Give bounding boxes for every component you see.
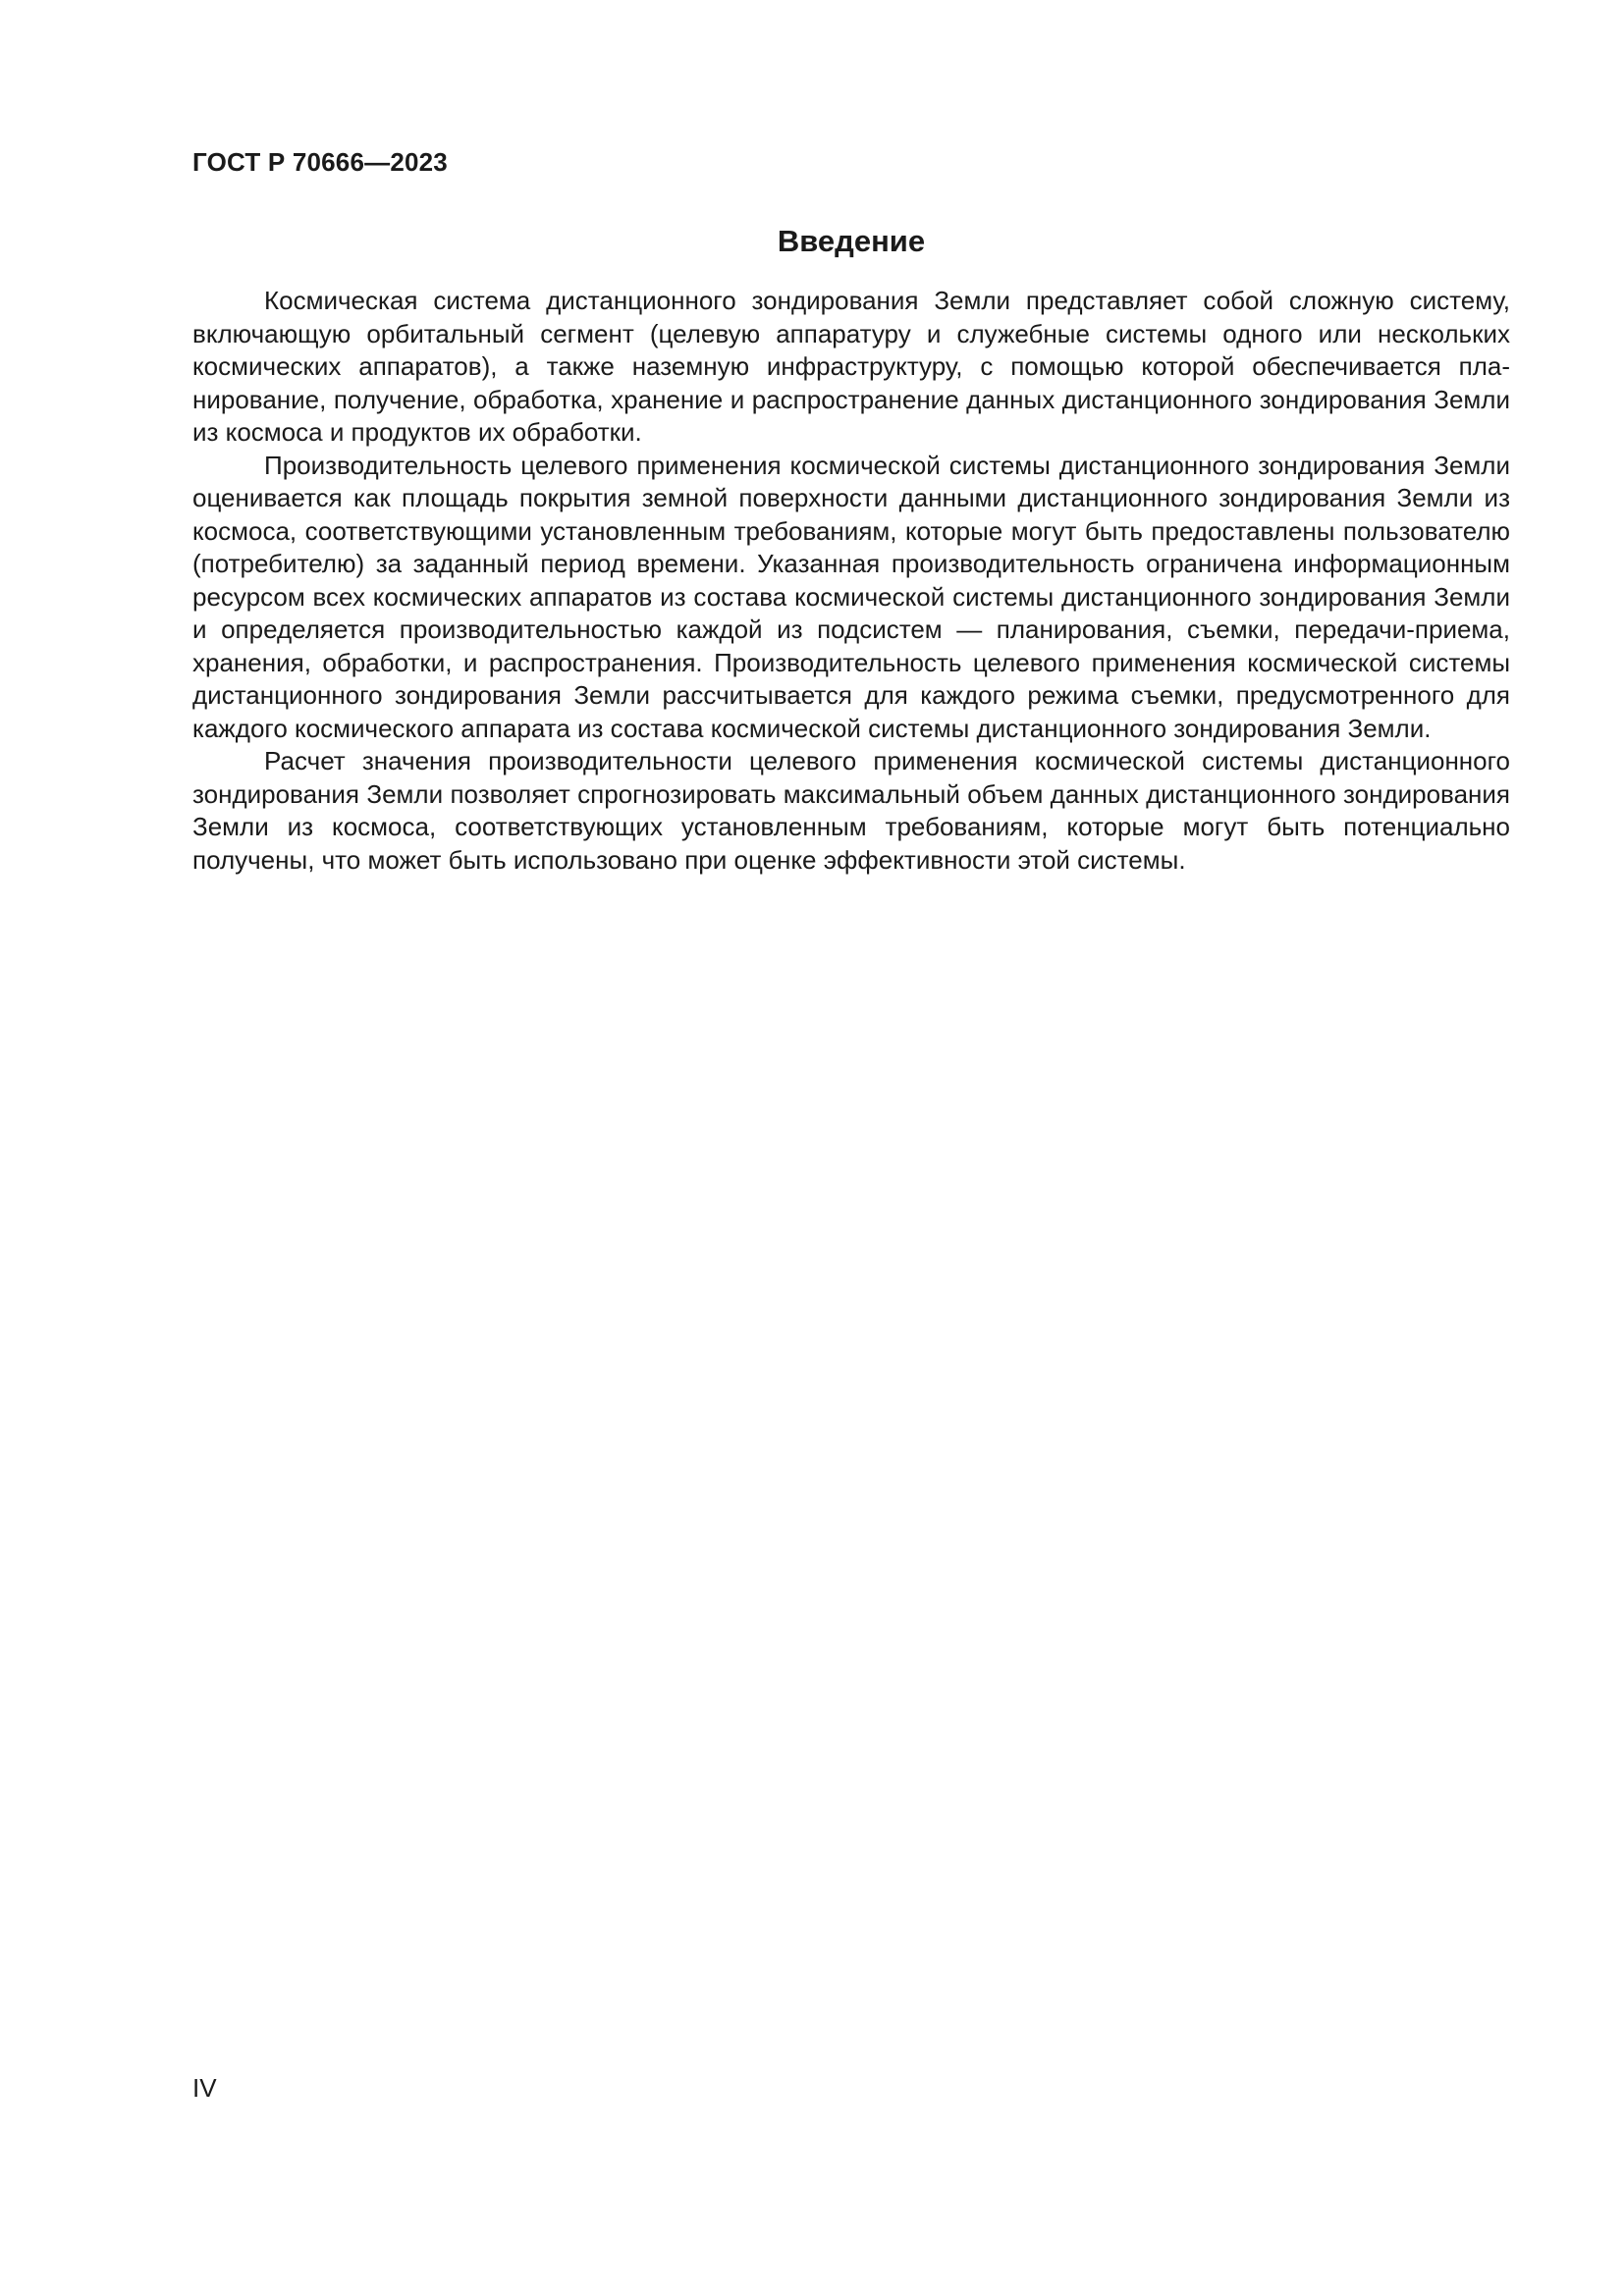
paragraph-2: Производительность целевого применения космической системы дистанционного зондирования Земли оценивается как площадь покрытия земной поверхности данными дистанционного зондирования Земли из космоса, соответствующими установленным требованиям, которые могут быть предоставлены пользователю (потребителю) за заданный период времени. Указанная производительность ограничена информационным ресурсом всех космических аппаратов из состава космической системы дистанционного зондирования Земли и определяется производительностью каждой из подсистем — планирования, съемки, передачи-приема, хранения, обработки, и распространения. Производительность целевого применения космической системы дистанционного зондирования Земли рассчитывается для каждого режима съемки, предусмотренного для каждого космического аппарата из состава космической системы дистанционного зондирования Земли. (192, 450, 1510, 743)
standard-code-header: ГОСТ Р 70666—2023 (192, 147, 448, 177)
body-text (192, 285, 1510, 877)
paragraph-1: Космическая система дистанционного зондирования Земли представляет собой сложную систему, включающую орбитальный сегмент (целевую аппаратуру и служебные системы одного или нескольких космических аппаратов), а также наземную инфраструктуру, с помощью которой обеспечивается планирование, получение, обработка, хранение и распространение данных дистанционного зондирования Земли из космоса и продуктов их обработки. (192, 286, 1510, 447)
section-title: Введение (777, 224, 926, 258)
paragraph-3: Расчет значения производительности целевого применения космической системы дистанционного зондирования Земли позволяет спрогнозировать максимальный объем данных дистанционного зондирования Земли из космоса, соответствующих установленным требованиям, которые могут быть потенциально получены, что может быть использовано при оценке эффективности этой системы. (192, 746, 1510, 875)
page-number: IV (192, 2073, 217, 2103)
